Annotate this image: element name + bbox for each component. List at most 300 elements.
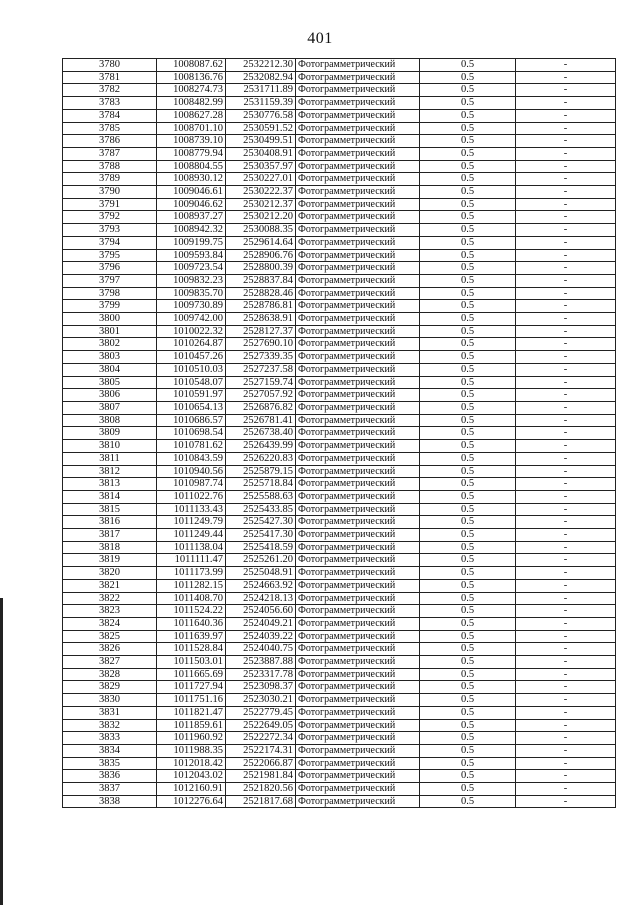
y-coordinate-cell: 2522272.34	[226, 732, 296, 745]
y-coordinate-cell: 2525427.30	[226, 516, 296, 529]
method-cell: Фотограмметрический	[296, 529, 420, 542]
method-cell: Фотограмметрический	[296, 795, 420, 808]
point-number-cell: 3781	[63, 71, 157, 84]
table-row	[63, 300, 616, 313]
method-cell: Фотограмметрический	[296, 274, 420, 287]
note-cell: -	[516, 262, 616, 275]
x-coordinate-cell: 1011988.35	[157, 744, 226, 757]
accuracy-cell: 0.5	[420, 592, 516, 605]
y-coordinate-cell: 2525879.15	[226, 465, 296, 478]
y-coordinate-cell: 2526738.40	[226, 427, 296, 440]
method-cell: Фотограмметрический	[296, 313, 420, 326]
point-number-cell: 3808	[63, 414, 157, 427]
y-coordinate-cell: 2531711.89	[226, 84, 296, 97]
table-row	[63, 401, 616, 414]
accuracy-cell: 0.5	[420, 198, 516, 211]
y-coordinate-cell: 2532212.30	[226, 59, 296, 72]
accuracy-cell: 0.5	[420, 757, 516, 770]
method-cell: Фотограмметрический	[296, 135, 420, 148]
table-row	[63, 109, 616, 122]
accuracy-cell: 0.5	[420, 97, 516, 110]
method-cell: Фотограмметрический	[296, 706, 420, 719]
accuracy-cell: 0.5	[420, 224, 516, 237]
table-row	[63, 71, 616, 84]
note-cell: -	[516, 186, 616, 199]
accuracy-cell: 0.5	[420, 452, 516, 465]
x-coordinate-cell: 1010548.07	[157, 376, 226, 389]
point-number-cell: 3817	[63, 529, 157, 542]
method-cell: Фотограмметрический	[296, 656, 420, 669]
point-number-cell: 3823	[63, 605, 157, 618]
y-coordinate-cell: 2530499.51	[226, 135, 296, 148]
method-cell: Фотограмметрический	[296, 351, 420, 364]
method-cell: Фотограмметрический	[296, 757, 420, 770]
y-coordinate-cell: 2522779.45	[226, 706, 296, 719]
x-coordinate-cell: 1010457.26	[157, 351, 226, 364]
accuracy-cell: 0.5	[420, 440, 516, 453]
y-coordinate-cell: 2525261.20	[226, 554, 296, 567]
table-row	[63, 783, 616, 796]
method-cell: Фотограмметрический	[296, 694, 420, 707]
x-coordinate-cell: 1011960.92	[157, 732, 226, 745]
accuracy-cell: 0.5	[420, 681, 516, 694]
accuracy-cell: 0.5	[420, 770, 516, 783]
table-row	[63, 478, 616, 491]
note-cell: -	[516, 744, 616, 757]
method-cell: Фотограмметрический	[296, 617, 420, 630]
table-row	[63, 160, 616, 173]
y-coordinate-cell: 2526876.82	[226, 401, 296, 414]
table-row	[63, 211, 616, 224]
table-row	[63, 630, 616, 643]
y-coordinate-cell: 2524040.75	[226, 643, 296, 656]
note-cell: -	[516, 363, 616, 376]
table-row	[63, 719, 616, 732]
method-cell: Фотограмметрический	[296, 325, 420, 338]
accuracy-cell: 0.5	[420, 783, 516, 796]
method-cell: Фотограмметрический	[296, 173, 420, 186]
point-number-cell: 3790	[63, 186, 157, 199]
point-number-cell: 3795	[63, 249, 157, 262]
y-coordinate-cell: 2528906.76	[226, 249, 296, 262]
scan-edge-bar	[0, 598, 3, 905]
method-cell: Фотограмметрический	[296, 490, 420, 503]
point-number-cell: 3836	[63, 770, 157, 783]
method-cell: Фотограмметрический	[296, 503, 420, 516]
point-number-cell: 3825	[63, 630, 157, 643]
note-cell: -	[516, 732, 616, 745]
table-row	[63, 795, 616, 808]
note-cell: -	[516, 516, 616, 529]
accuracy-cell: 0.5	[420, 186, 516, 199]
point-number-cell: 3804	[63, 363, 157, 376]
method-cell: Фотограмметрический	[296, 160, 420, 173]
method-cell: Фотограмметрический	[296, 732, 420, 745]
note-cell: -	[516, 706, 616, 719]
x-coordinate-cell: 1011138.04	[157, 541, 226, 554]
table-row	[63, 452, 616, 465]
x-coordinate-cell: 1011282.15	[157, 579, 226, 592]
note-cell: -	[516, 656, 616, 669]
y-coordinate-cell: 2524056.60	[226, 605, 296, 618]
table-row	[63, 503, 616, 516]
x-coordinate-cell: 1011639.97	[157, 630, 226, 643]
accuracy-cell: 0.5	[420, 300, 516, 313]
accuracy-cell: 0.5	[420, 401, 516, 414]
y-coordinate-cell: 2528837.84	[226, 274, 296, 287]
point-number-cell: 3788	[63, 160, 157, 173]
table-row	[63, 198, 616, 211]
x-coordinate-cell: 1010686.57	[157, 414, 226, 427]
point-number-cell: 3827	[63, 656, 157, 669]
accuracy-cell: 0.5	[420, 541, 516, 554]
note-cell: -	[516, 440, 616, 453]
accuracy-cell: 0.5	[420, 287, 516, 300]
accuracy-cell: 0.5	[420, 236, 516, 249]
point-number-cell: 3811	[63, 452, 157, 465]
table-row	[63, 274, 616, 287]
y-coordinate-cell: 2527057.92	[226, 389, 296, 402]
method-cell: Фотограмметрический	[296, 465, 420, 478]
y-coordinate-cell: 2521820.56	[226, 783, 296, 796]
note-cell: -	[516, 554, 616, 567]
x-coordinate-cell: 1011727.94	[157, 681, 226, 694]
accuracy-cell: 0.5	[420, 363, 516, 376]
accuracy-cell: 0.5	[420, 567, 516, 580]
accuracy-cell: 0.5	[420, 630, 516, 643]
table-row	[63, 262, 616, 275]
x-coordinate-cell: 1011022.76	[157, 490, 226, 503]
method-cell: Фотограмметрический	[296, 719, 420, 732]
accuracy-cell: 0.5	[420, 732, 516, 745]
y-coordinate-cell: 2523887.88	[226, 656, 296, 669]
accuracy-cell: 0.5	[420, 147, 516, 160]
y-coordinate-cell: 2527690.10	[226, 338, 296, 351]
point-number-cell: 3794	[63, 236, 157, 249]
table-body	[63, 59, 616, 808]
y-coordinate-cell: 2531159.39	[226, 97, 296, 110]
y-coordinate-cell: 2521817.68	[226, 795, 296, 808]
note-cell: -	[516, 122, 616, 135]
method-cell: Фотограмметрический	[296, 71, 420, 84]
x-coordinate-cell: 1011640.36	[157, 617, 226, 630]
table-row	[63, 389, 616, 402]
y-coordinate-cell: 2526439.99	[226, 440, 296, 453]
method-cell: Фотограмметрический	[296, 224, 420, 237]
table-row	[63, 694, 616, 707]
point-number-cell: 3813	[63, 478, 157, 491]
note-cell: -	[516, 529, 616, 542]
table-row	[63, 668, 616, 681]
accuracy-cell: 0.5	[420, 554, 516, 567]
x-coordinate-cell: 1009742.00	[157, 313, 226, 326]
y-coordinate-cell: 2528786.81	[226, 300, 296, 313]
coordinates-table	[62, 58, 616, 808]
x-coordinate-cell: 1012043.02	[157, 770, 226, 783]
y-coordinate-cell: 2528638.91	[226, 313, 296, 326]
note-cell: -	[516, 503, 616, 516]
x-coordinate-cell: 1008937.27	[157, 211, 226, 224]
note-cell: -	[516, 783, 616, 796]
accuracy-cell: 0.5	[420, 529, 516, 542]
table-row	[63, 173, 616, 186]
method-cell: Фотограмметрический	[296, 84, 420, 97]
point-number-cell: 3816	[63, 516, 157, 529]
note-cell: -	[516, 198, 616, 211]
point-number-cell: 3834	[63, 744, 157, 757]
accuracy-cell: 0.5	[420, 643, 516, 656]
table-row	[63, 59, 616, 72]
accuracy-cell: 0.5	[420, 376, 516, 389]
y-coordinate-cell: 2526781.41	[226, 414, 296, 427]
x-coordinate-cell: 1011133.43	[157, 503, 226, 516]
method-cell: Фотограмметрический	[296, 579, 420, 592]
point-number-cell: 3818	[63, 541, 157, 554]
table-row	[63, 554, 616, 567]
table-row	[63, 656, 616, 669]
point-number-cell: 3828	[63, 668, 157, 681]
y-coordinate-cell: 2525048.91	[226, 567, 296, 580]
table-row	[63, 414, 616, 427]
note-cell: -	[516, 643, 616, 656]
method-cell: Фотограмметрический	[296, 770, 420, 783]
point-number-cell: 3809	[63, 427, 157, 440]
y-coordinate-cell: 2530227.01	[226, 173, 296, 186]
note-cell: -	[516, 478, 616, 491]
table-row	[63, 605, 616, 618]
y-coordinate-cell: 2530591.52	[226, 122, 296, 135]
method-cell: Фотограмметрический	[296, 478, 420, 491]
x-coordinate-cell: 1012276.64	[157, 795, 226, 808]
x-coordinate-cell: 1009593.84	[157, 249, 226, 262]
y-coordinate-cell: 2529614.64	[226, 236, 296, 249]
x-coordinate-cell: 1009046.62	[157, 198, 226, 211]
table-row	[63, 567, 616, 580]
y-coordinate-cell: 2530222.37	[226, 186, 296, 199]
method-cell: Фотограмметрический	[296, 605, 420, 618]
x-coordinate-cell: 1010654.13	[157, 401, 226, 414]
note-cell: -	[516, 249, 616, 262]
method-cell: Фотограмметрический	[296, 681, 420, 694]
y-coordinate-cell: 2527159.74	[226, 376, 296, 389]
table-row	[63, 541, 616, 554]
point-number-cell: 3824	[63, 617, 157, 630]
accuracy-cell: 0.5	[420, 84, 516, 97]
x-coordinate-cell: 1009730.89	[157, 300, 226, 313]
method-cell: Фотограмметрический	[296, 109, 420, 122]
method-cell: Фотограмметрический	[296, 236, 420, 249]
method-cell: Фотограмметрический	[296, 211, 420, 224]
method-cell: Фотограмметрический	[296, 567, 420, 580]
method-cell: Фотограмметрический	[296, 668, 420, 681]
point-number-cell: 3786	[63, 135, 157, 148]
accuracy-cell: 0.5	[420, 59, 516, 72]
x-coordinate-cell: 1008701.10	[157, 122, 226, 135]
y-coordinate-cell: 2524049.21	[226, 617, 296, 630]
point-number-cell: 3782	[63, 84, 157, 97]
accuracy-cell: 0.5	[420, 173, 516, 186]
point-number-cell: 3807	[63, 401, 157, 414]
point-number-cell: 3814	[63, 490, 157, 503]
point-number-cell: 3831	[63, 706, 157, 719]
note-cell: -	[516, 97, 616, 110]
y-coordinate-cell: 2532082.94	[226, 71, 296, 84]
y-coordinate-cell: 2530776.58	[226, 109, 296, 122]
point-number-cell: 3803	[63, 351, 157, 364]
accuracy-cell: 0.5	[420, 325, 516, 338]
note-cell: -	[516, 579, 616, 592]
x-coordinate-cell: 1008739.10	[157, 135, 226, 148]
table-row	[63, 363, 616, 376]
y-coordinate-cell: 2522066.87	[226, 757, 296, 770]
table-row	[63, 325, 616, 338]
y-coordinate-cell: 2525433.85	[226, 503, 296, 516]
method-cell: Фотограмметрический	[296, 249, 420, 262]
y-coordinate-cell: 2524218.13	[226, 592, 296, 605]
point-number-cell: 3797	[63, 274, 157, 287]
point-number-cell: 3799	[63, 300, 157, 313]
x-coordinate-cell: 1011751.16	[157, 694, 226, 707]
point-number-cell: 3829	[63, 681, 157, 694]
x-coordinate-cell: 1009835.70	[157, 287, 226, 300]
x-coordinate-cell: 1008087.62	[157, 59, 226, 72]
accuracy-cell: 0.5	[420, 71, 516, 84]
point-number-cell: 3833	[63, 732, 157, 745]
point-number-cell: 3835	[63, 757, 157, 770]
note-cell: -	[516, 567, 616, 580]
point-number-cell: 3793	[63, 224, 157, 237]
x-coordinate-cell: 1008930.12	[157, 173, 226, 186]
x-coordinate-cell: 1010781.62	[157, 440, 226, 453]
note-cell: -	[516, 300, 616, 313]
y-coordinate-cell: 2525417.30	[226, 529, 296, 542]
note-cell: -	[516, 541, 616, 554]
point-number-cell: 3805	[63, 376, 157, 389]
point-number-cell: 3792	[63, 211, 157, 224]
point-number-cell: 3830	[63, 694, 157, 707]
method-cell: Фотограмметрический	[296, 262, 420, 275]
x-coordinate-cell: 1011111.47	[157, 554, 226, 567]
method-cell: Фотограмметрический	[296, 541, 420, 554]
method-cell: Фотограмметрический	[296, 389, 420, 402]
point-number-cell: 3826	[63, 643, 157, 656]
table-row	[63, 592, 616, 605]
accuracy-cell: 0.5	[420, 668, 516, 681]
table-row	[63, 351, 616, 364]
note-cell: -	[516, 376, 616, 389]
note-cell: -	[516, 236, 616, 249]
x-coordinate-cell: 1012160.91	[157, 783, 226, 796]
point-number-cell: 3810	[63, 440, 157, 453]
method-cell: Фотограмметрический	[296, 338, 420, 351]
accuracy-cell: 0.5	[420, 503, 516, 516]
accuracy-cell: 0.5	[420, 478, 516, 491]
note-cell: -	[516, 465, 616, 478]
point-number-cell: 3783	[63, 97, 157, 110]
y-coordinate-cell: 2528828.46	[226, 287, 296, 300]
accuracy-cell: 0.5	[420, 694, 516, 707]
note-cell: -	[516, 135, 616, 148]
table-row	[63, 224, 616, 237]
x-coordinate-cell: 1009832.23	[157, 274, 226, 287]
accuracy-cell: 0.5	[420, 605, 516, 618]
method-cell: Фотограмметрический	[296, 376, 420, 389]
note-cell: -	[516, 795, 616, 808]
method-cell: Фотограмметрический	[296, 783, 420, 796]
table-row	[63, 97, 616, 110]
x-coordinate-cell: 1012018.42	[157, 757, 226, 770]
table-row	[63, 465, 616, 478]
y-coordinate-cell: 2528800.39	[226, 262, 296, 275]
note-cell: -	[516, 84, 616, 97]
x-coordinate-cell: 1008627.28	[157, 109, 226, 122]
point-number-cell: 3785	[63, 122, 157, 135]
x-coordinate-cell: 1008274.73	[157, 84, 226, 97]
accuracy-cell: 0.5	[420, 490, 516, 503]
accuracy-cell: 0.5	[420, 274, 516, 287]
note-cell: -	[516, 401, 616, 414]
accuracy-cell: 0.5	[420, 109, 516, 122]
point-number-cell: 3801	[63, 325, 157, 338]
table-row	[63, 147, 616, 160]
accuracy-cell: 0.5	[420, 706, 516, 719]
y-coordinate-cell: 2523317.78	[226, 668, 296, 681]
x-coordinate-cell: 1011249.44	[157, 529, 226, 542]
method-cell: Фотограмметрический	[296, 516, 420, 529]
note-cell: -	[516, 427, 616, 440]
y-coordinate-cell: 2525718.84	[226, 478, 296, 491]
table-row	[63, 529, 616, 542]
x-coordinate-cell: 1011524.22	[157, 605, 226, 618]
note-cell: -	[516, 287, 616, 300]
table-row	[63, 681, 616, 694]
y-coordinate-cell: 2521981.84	[226, 770, 296, 783]
note-cell: -	[516, 109, 616, 122]
x-coordinate-cell: 1009046.61	[157, 186, 226, 199]
table-row	[63, 770, 616, 783]
note-cell: -	[516, 770, 616, 783]
accuracy-cell: 0.5	[420, 338, 516, 351]
method-cell: Фотограмметрический	[296, 440, 420, 453]
y-coordinate-cell: 2525418.59	[226, 541, 296, 554]
note-cell: -	[516, 59, 616, 72]
x-coordinate-cell: 1010022.32	[157, 325, 226, 338]
note-cell: -	[516, 224, 616, 237]
method-cell: Фотограмметрический	[296, 401, 420, 414]
table-row	[63, 287, 616, 300]
x-coordinate-cell: 1010591.97	[157, 389, 226, 402]
accuracy-cell: 0.5	[420, 262, 516, 275]
point-number-cell: 3815	[63, 503, 157, 516]
x-coordinate-cell: 1011173.99	[157, 567, 226, 580]
note-cell: -	[516, 211, 616, 224]
table-row	[63, 313, 616, 326]
point-number-cell: 3832	[63, 719, 157, 732]
accuracy-cell: 0.5	[420, 795, 516, 808]
accuracy-cell: 0.5	[420, 579, 516, 592]
note-cell: -	[516, 351, 616, 364]
table-row	[63, 732, 616, 745]
note-cell: -	[516, 173, 616, 186]
note-cell: -	[516, 617, 616, 630]
y-coordinate-cell: 2524039.22	[226, 630, 296, 643]
method-cell: Фотограмметрический	[296, 643, 420, 656]
method-cell: Фотограмметрический	[296, 630, 420, 643]
point-number-cell: 3837	[63, 783, 157, 796]
note-cell: -	[516, 592, 616, 605]
y-coordinate-cell: 2524663.92	[226, 579, 296, 592]
table-row	[63, 338, 616, 351]
